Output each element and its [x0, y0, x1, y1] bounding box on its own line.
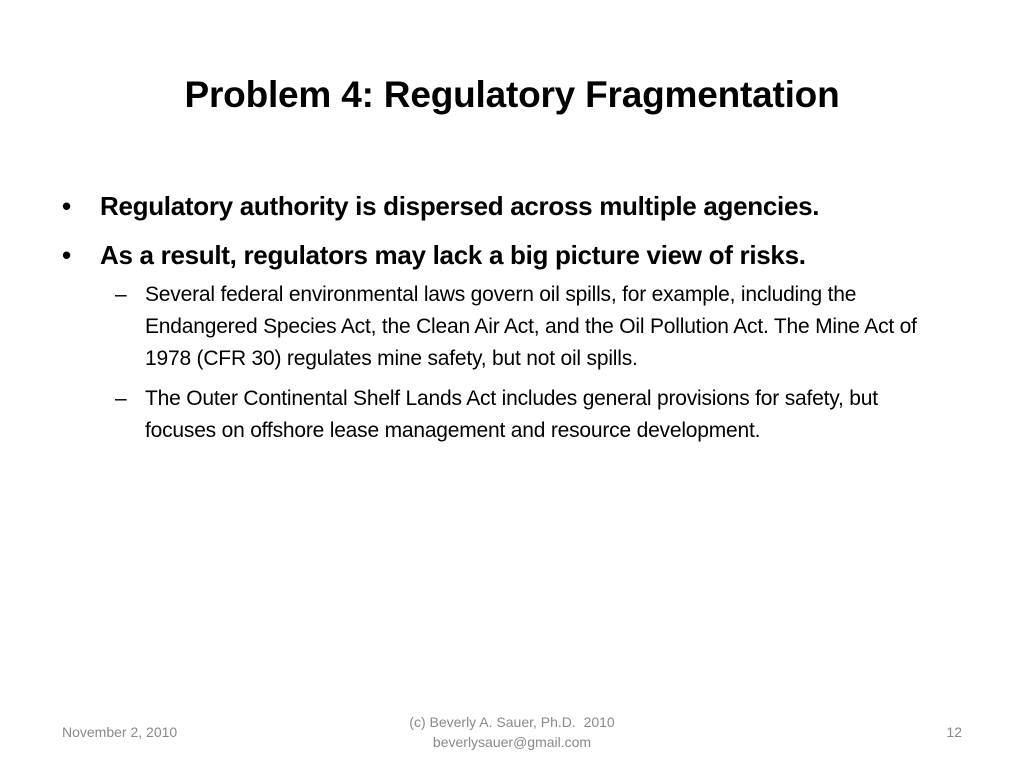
dash-icon: –: [115, 283, 127, 306]
sub-bullet-text: The Outer Continental Shelf Lands Act includes general provisions for safety, but focuses on offshore lease management and resource development.: [145, 387, 878, 442]
slide-footer: [0, 712, 1024, 762]
sub-bullet-item: [62, 279, 952, 375]
bullet-icon: •: [62, 191, 71, 221]
bullet-text: Regulatory authority is dispersed across multiple agencies.: [100, 191, 820, 221]
bullet-icon: •: [62, 240, 71, 270]
footer-credit: [362, 712, 662, 752]
page-number: 12: [946, 724, 962, 740]
sub-bullet-list: [62, 279, 952, 447]
bullet-item: [62, 235, 952, 275]
sub-bullet-item: [62, 383, 952, 447]
footer-copyright: (c) Beverly A. Sauer, Ph.D. 2010: [409, 714, 615, 730]
footer-email: beverlysauer@gmail.com: [432, 734, 592, 750]
slide-title: Problem 4: Regulatory Fragmentation: [184, 74, 840, 115]
footer-date: November 2, 2010: [62, 724, 178, 740]
bullet-text: As a result, regulators may lack a big picture view of risks.: [100, 240, 806, 270]
dash-icon: –: [115, 387, 127, 410]
bullet-item: [62, 186, 952, 226]
slide-content: [62, 186, 952, 455]
sub-bullet-text: Several federal environmental laws govern oil spills, for example, including the Endangered Species Act, the Clean Air Act, and the Oil Pollution Act. The Mine Act of 1978 (CFR 30) regulates mine safety, but not oil spills.: [145, 283, 917, 370]
